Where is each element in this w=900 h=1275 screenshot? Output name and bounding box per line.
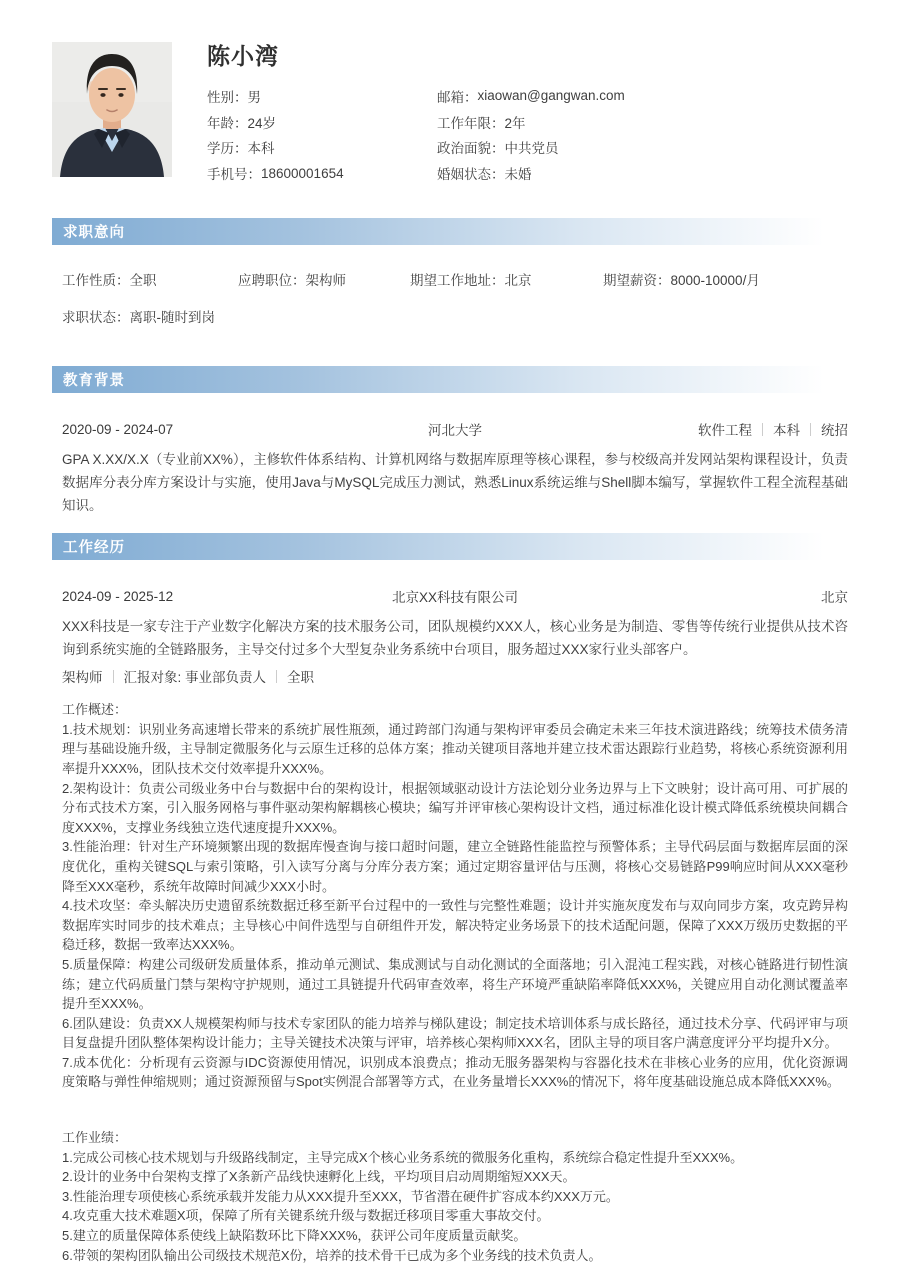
experience-company: 北京XX科技有限公司 <box>392 590 519 606</box>
section-title: 求职意向 <box>63 225 125 242</box>
work-overview-title: 工作概述： <box>62 702 128 718</box>
section-title-bar <box>52 533 848 560</box>
field-label: 期望工作地址： <box>410 273 505 289</box>
company-intro: XXX科技是一家专注于产业数字化解决方案的技术服务公司，团队规模约XXX人，核心业务是为制造、零售等传统行业提供从技术咨询到系统实施的全链路服务，主导交付过多个大型复杂业务系统中台项目，服务超过XXX家行业头部客户。 <box>62 619 848 658</box>
field-value: 24岁 <box>247 115 277 131</box>
field-label: 婚姻状态： <box>437 167 505 183</box>
employment-type: 全职 <box>287 670 315 686</box>
experience-body <box>52 586 848 1265</box>
field-value: 离职-随时到岗 <box>129 310 215 326</box>
education-degree-group <box>482 419 848 439</box>
field-label: 学历： <box>207 141 248 157</box>
section-title: 教育背景 <box>63 373 125 390</box>
field-value: xiaowan@gangwan.com <box>477 88 625 104</box>
profile-fields-right <box>437 83 848 186</box>
field-work-years <box>437 109 848 135</box>
separator <box>810 423 811 436</box>
field-label: 政治面貌： <box>437 141 505 157</box>
education-period: 2020-09 - 2024-07 <box>62 421 174 437</box>
education-major: 软件工程 <box>698 423 752 439</box>
profile-fields <box>207 83 848 186</box>
experience-meta-row <box>62 586 848 606</box>
field-marital-status <box>437 160 848 186</box>
field-email <box>437 83 848 109</box>
experience-location-text: 北京 <box>821 590 849 606</box>
experience-period: 2024-09 - 2025-12 <box>62 588 174 604</box>
intention-row <box>62 273 848 289</box>
field-phone <box>207 160 437 186</box>
field-value: 本科 <box>247 141 275 157</box>
section-job-intention <box>52 218 848 326</box>
job-title: 架构师 <box>62 670 103 686</box>
section-title-bar <box>52 218 848 245</box>
field-value: 男 <box>247 89 261 105</box>
field-gender <box>207 83 437 109</box>
separator <box>276 670 277 683</box>
resume-content <box>52 0 848 1265</box>
field-value: 北京 <box>504 273 532 289</box>
achievement-item: 4.攻克重大技术难题X项，保障了所有关键系统升级与数据迁移项目零重大事故交付。 <box>62 1208 550 1224</box>
achievement-item: 1.完成公司核心技术规划与升级路线制定，主导完成X个核心业务系统的微服务化重构，系统综合稳定性提升至XXX%。 <box>62 1149 744 1165</box>
field-label: 期望薪资： <box>603 273 671 289</box>
achievement-item: 5.建立的质量保障体系使线上缺陷数环比下降XXX%，获评公司年度质量贡献奖。 <box>62 1228 527 1244</box>
report-to: 汇报对象: 事业部负责人 <box>123 670 267 686</box>
education-degree: 本科 <box>773 423 800 439</box>
field-applied-position <box>238 273 410 289</box>
education-school: 河北大学 <box>428 423 482 439</box>
profile-header <box>52 0 848 186</box>
job-title-line <box>62 666 848 686</box>
field-education-level <box>207 135 437 161</box>
education-body <box>52 419 848 517</box>
overview-item: 2.架构设计：负责公司级业务中台与数据中台的架构设计，根据领域驱动设计方法论划分业务边界与上下文映射；设计高可用、可扩展的分布式技术方案，引入服务网格与事件驱动架构解耦核心模块；编写并评审核心架构设计文档，通过标准化设计模式降低系统模块间耦合度XXX%，支撑业务线独立迭代速度提升XXX%。 <box>62 780 848 835</box>
section-title: 工作经历 <box>63 540 125 557</box>
field-job-nature <box>62 273 238 289</box>
field-value: 18600001654 <box>261 165 344 181</box>
overview-item: 3.性能治理：针对生产环境频繁出现的数据库慢查询与接口超时问题，建立全链路性能监控与预警体系；主导代码层面与数据库层面的深度优化，重构关键SQL与索引策略，引入读写分离与分库分表方案；通过定期容量评估与压测，将核心交易链路P99响应时间从XXX毫秒降至XXX毫秒，系统年故障时间减少XXX小时。 <box>62 839 848 894</box>
overview-item: 6.团队建设：负责XX人规模架构师与技术专家团队的能力培养与梯队建设；制定技术培训体系与成长路径，通过技术分享、代码评审与项目复盘提升团队整体架构设计能力；主导关键技术决策与评审，培养核心架构师XXX名，团队主导的项目客户满意度评分平均提升X分。 <box>62 1015 848 1051</box>
achievement-item: 2.设计的业务中台架构支撑了X条新产品线快速孵化上线，平均项目启动周期缩短XXX天。 <box>62 1169 576 1185</box>
section-title-bar <box>52 366 848 393</box>
section-education <box>52 366 848 517</box>
field-value: 2年 <box>504 115 526 131</box>
overview-item: 5.质量保障：构建公司级研发质量体系，推动单元测试、集成测试与自动化测试的全面落地；引入混沌工程实践，对核心链路进行韧性演练；建立代码质量门禁与架构守护规则，通过工具链提升代码审查效率，将生产环境严重缺陷率降低XXX%，关键应用自动化测试覆盖率提升至XXX%。 <box>62 956 848 1012</box>
profile-fields-left <box>207 83 437 186</box>
overview-item: 7.成本优化：分析现有云资源与IDC资源使用情况，识别成本浪费点；推动无服务器架构与容器化技术在非核心业务的应用，优化资源调度策略与弹性伸缩规则；通过资源预留与Spot实例混合部署等方式，在业务量增长XXX%的情况下，将年度基础设施总成本降低XXX%。 <box>62 1054 848 1090</box>
section-work-experience <box>52 533 848 1265</box>
field-label: 应聘职位： <box>238 273 306 289</box>
separator <box>762 423 763 436</box>
separator <box>113 670 114 683</box>
field-value: 8000-10000/月 <box>670 273 760 289</box>
field-value: 未婚 <box>504 167 532 183</box>
achievement-item: 3.性能治理专项使核心系统承载并发能力从XXX提升至XXX，节省潜在硬件扩容成本约XXX万元。 <box>62 1188 619 1204</box>
work-overview-block <box>62 700 848 1092</box>
profile-info <box>207 42 848 186</box>
achievement-item: 6.带领的架构团队输出公司级技术规范X份，培养的技术骨干已成为多个业务线的技术负责人。 <box>62 1247 602 1263</box>
field-label: 求职状态： <box>62 310 130 326</box>
field-value: 全职 <box>129 273 157 289</box>
field-label: 工作性质： <box>62 273 130 289</box>
profile-photo <box>52 42 172 177</box>
experience-location <box>518 586 848 606</box>
field-age <box>207 109 437 135</box>
work-achievements-title: 工作业绩： <box>62 1130 128 1146</box>
field-label: 手机号： <box>207 167 261 183</box>
field-label: 工作年限： <box>437 115 505 131</box>
field-job-status <box>62 310 848 326</box>
field-label: 邮箱： <box>437 89 478 105</box>
overview-item: 1.技术规划：识别业务高速增长带来的系统扩展性瓶颈，通过跨部门沟通与架构评审委员会确定未来三年技术演进路线；统筹技术债务清理与基础设施升级，主导制定微服务化与云原生迁移的总体方案；推动关键项目落地并建立技术雷达跟踪行业趋势，将核心系统资源利用率提升XXX%，团队技术交付效率提升XXX%。 <box>62 721 848 776</box>
overview-item: 4.技术攻坚：牵头解决历史遗留系统数据迁移至新平台过程中的一致性与完整性难题；设计并实施灰度发布与双向同步方案，攻克跨异构数据库实时同步的技术难点；主导核心中间件选型与自研组件开发，解决特定业务场景下的技术适配问题，保障了XXX万级历史数据的平稳迁移，数据一致率达XXX%。 <box>62 898 848 953</box>
portrait-photo-graphic <box>52 42 172 177</box>
field-expected-location <box>410 273 603 289</box>
field-expected-salary <box>603 273 760 289</box>
field-political-status <box>437 135 848 161</box>
intention-body <box>52 273 848 326</box>
field-value: 中共党员 <box>504 141 559 157</box>
candidate-name: 陈小湾 <box>207 43 279 69</box>
education-description: GPA X.XX/X.X（专业前XX%），主修软件体系结构、计算机网络与数据库原理等核心课程，参与校级高并发网站架构课程设计，负责数据库分表分库方案设计与实施，使用Java与MySQL完成压力测试，熟悉Linux系统运维与Shell脚本编写，掌握软件工程全流程基础知识。 <box>62 452 848 514</box>
education-admission-type: 统招 <box>821 423 848 439</box>
education-meta-row <box>62 419 848 439</box>
field-value: 架构师 <box>305 273 346 289</box>
work-achievements-block <box>62 1128 848 1265</box>
field-label: 年龄： <box>207 115 248 131</box>
field-label: 性别： <box>207 89 248 105</box>
